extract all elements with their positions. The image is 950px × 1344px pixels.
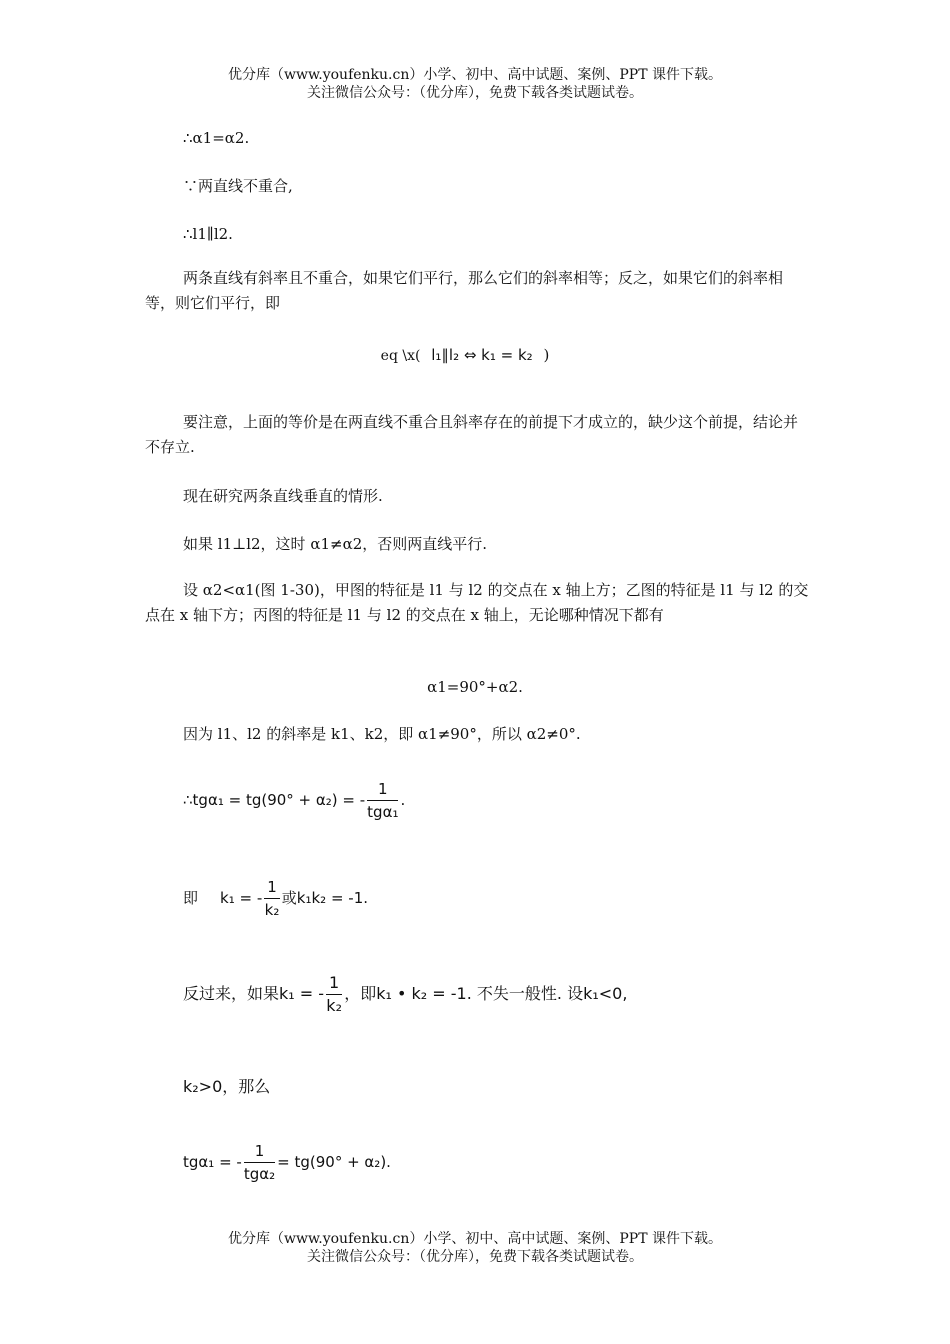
fraction [326, 974, 342, 1015]
formula-k1-k2 [183, 878, 368, 919]
formula-lhs: tgα₁ = - [183, 1153, 242, 1171]
formula-tail: = tg(90° + α₂). [277, 1153, 391, 1171]
eq-suffix: ) [543, 346, 550, 364]
footer-line-1: 优分库（www.youfenku.cn）小学、初中、高中试题、案例、PPT 课件下载。 [227, 1231, 722, 1247]
eq-prefix: eq \x( [380, 348, 421, 364]
formula-tail: 或k₁k₂ = -1. [281, 889, 369, 907]
formula-tail: ，即k₁ • k₂ = -1. 不失一般性. 设k₁<0, [344, 984, 628, 1003]
header-line-1: 优分库（www.youfenku.cn）小学、初中、高中试题、案例、PPT 课件下载。 [227, 67, 722, 83]
fraction [244, 1142, 275, 1183]
header-line-2: 关注微信公众号：（优分库），免费下载各类试题试卷。 [307, 85, 643, 101]
page-header [0, 66, 950, 102]
eq-body: l₁∥l₂ ⇔ k₁ = k₂ [431, 346, 533, 364]
page-footer [0, 1230, 950, 1266]
formula-lhs: ∴tgα₁ = tg(90° + α₂) = - [183, 791, 366, 809]
footer-line-2: 关注微信公众号：（优分库），免费下载各类试题试卷。 [307, 1249, 643, 1265]
paragraph-text: 要注意，上面的等价是在两直线不重合且斜率存在的前提下才成立的，缺少这个前提，结论并不存立. [145, 413, 799, 456]
paragraph-note [145, 410, 810, 460]
fraction [264, 878, 280, 919]
paragraph-perpendicular-intro: 现在研究两条直线垂直的情形. [183, 487, 383, 505]
formula-k2-positive: k₂>0，那么 [183, 1077, 271, 1096]
formula-converse [183, 974, 627, 1015]
fraction [367, 780, 398, 821]
formula-tail: . [400, 791, 406, 809]
paragraph-text: 设 α2<α1(图 1-30)，甲图的特征是 l1 与 l2 的交点在 x 轴上方；乙图的特征是 l1 与 l2 的交点在 x 轴下方；丙图的特征是 l1 与 l2 的交点在 x 轴上，无论哪种情况下都有 [145, 581, 809, 624]
fraction-denominator: tgα₂ [243, 1165, 276, 1183]
paragraph-parallel-slopes [145, 266, 810, 316]
equivalence-equation [0, 346, 940, 364]
because-not-coincident: ∵两直线不重合, [183, 177, 293, 195]
fraction-numerator: 1 [326, 974, 342, 995]
therefore-parallel: ∴l1∥l2. [183, 225, 233, 243]
angle-relation-equation: α1=90°+α2. [427, 678, 523, 696]
fraction-numerator: 1 [264, 878, 280, 899]
therefore-alpha-equal: ∴α1=α2. [183, 129, 250, 147]
paragraph-figure-cases [145, 578, 810, 628]
fraction-denominator: k₂ [264, 901, 280, 919]
paragraph-text: 两条直线有斜率且不重合，如果它们平行，那么它们的斜率相等；反之，如果它们的斜率相等，则它们平行，即 [145, 269, 784, 312]
formula-tan-alpha1 [183, 780, 405, 821]
formula-tan-alpha1-converse [183, 1142, 391, 1183]
fraction-denominator: k₂ [326, 996, 342, 1015]
fraction-denominator: tgα₁ [367, 803, 399, 821]
formula-lead: 即 [183, 889, 199, 907]
paragraph-perpendicular-condition: 如果 l1⊥l2，这时 α1≠α2，否则两直线平行. [183, 535, 488, 553]
formula-lead: 反过来，如果k₁ = - [183, 984, 325, 1003]
formula-lhs: k₁ = - [220, 889, 263, 907]
paragraph-slopes: 因为 l1、l2 的斜率是 k1、k2，即 α1≠90°，所以 α2≠0°. [183, 725, 581, 743]
fraction-numerator: 1 [367, 780, 398, 801]
fraction-numerator: 1 [244, 1142, 275, 1163]
